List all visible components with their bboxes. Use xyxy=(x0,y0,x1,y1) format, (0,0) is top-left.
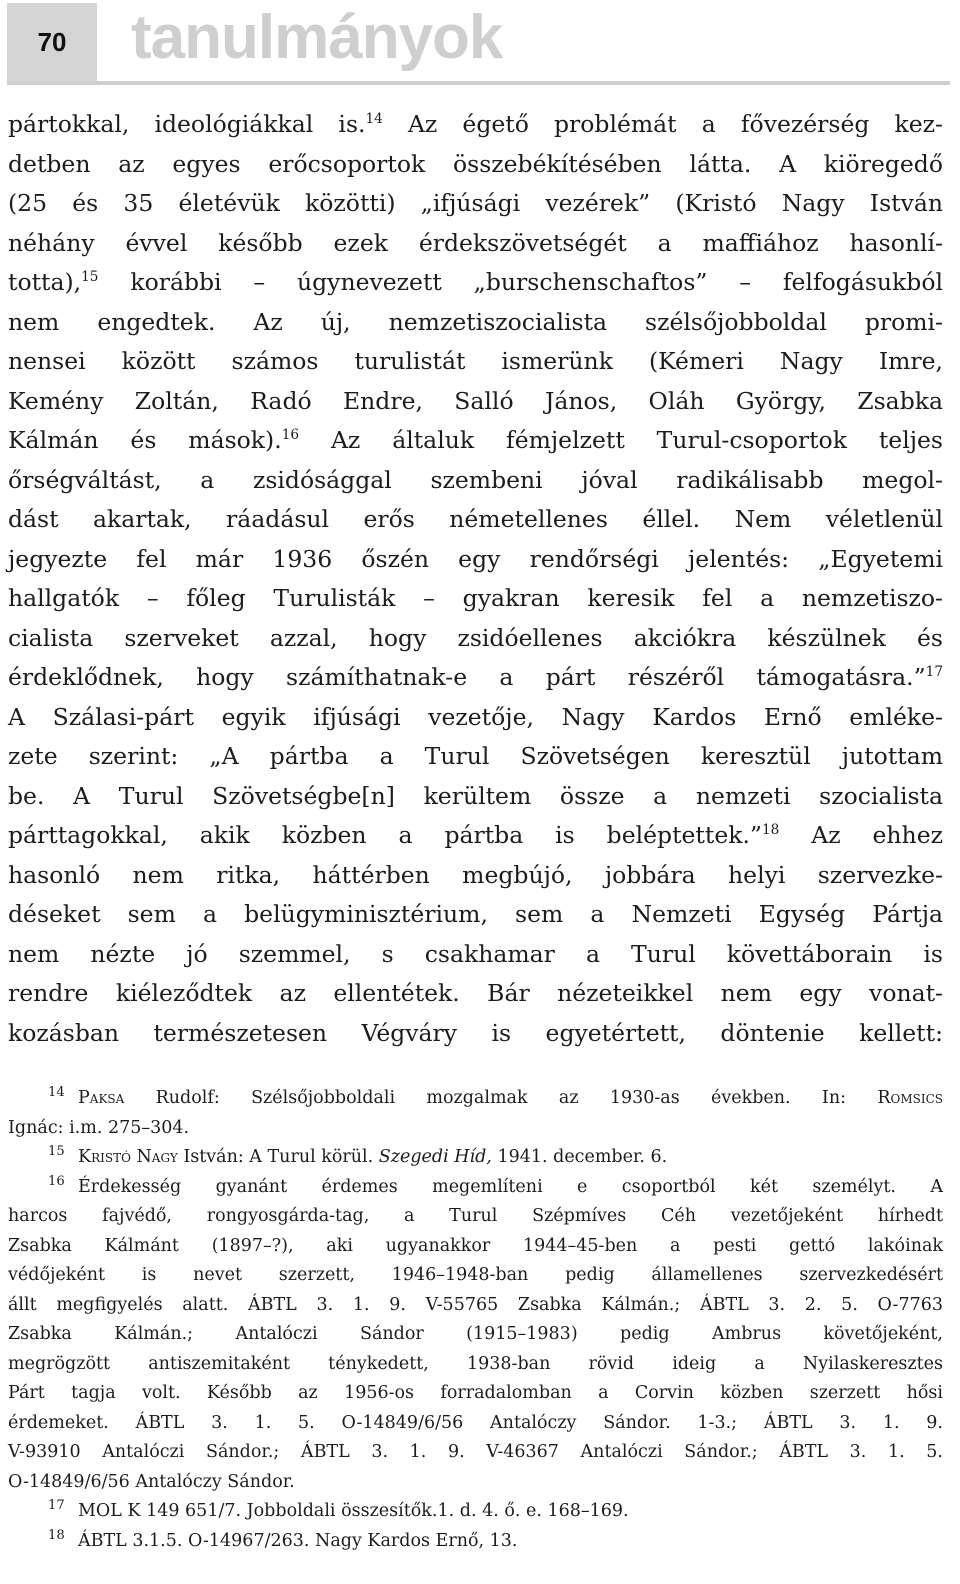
text-line: Kemény Zoltán, Radó Endre, Salló János, Oláh György, Zsabka xyxy=(8,386,943,415)
text-line: nensei között számos turulistát ismerünk (Kémeri Nagy Imre, xyxy=(8,347,943,375)
footnote-line: O-14849/6/56 Antalóczy Sándor. xyxy=(8,1471,295,1492)
footnote-ref: 18 xyxy=(761,822,780,839)
text-line: nem engedtek. Az új, nemzetiszocialista szélsőjobboldal promi- xyxy=(8,307,943,336)
footnote-line: Zsabka Kálmánt (1897–?), aki ugyanakkor 1944–45-ben a pesti gettó lakóinak xyxy=(8,1235,943,1256)
footnote-ref: 16 xyxy=(281,427,300,444)
text-line: nem nézte jó szemmel, s csakhamar a Turul követtáborain is xyxy=(8,939,943,968)
footnote-line: állt megfigyelés alatt. ÁBTL 3. 1. 9. V-55765 Zsabka Kálmán.; ÁBTL 3. 2. 5. O-7763 xyxy=(8,1294,943,1315)
footnote-18: 18 ÁBTL 3.1.5. O-14967/263. Nagy Kardos Ernő, 13. xyxy=(48,1527,518,1551)
header-divider xyxy=(7,81,950,85)
footnote-line: Zsabka Kálmán.; Antalóczi Sándor (1915–1983) pedig Ambrus követőjeként, xyxy=(8,1324,943,1344)
footnote-line: V-93910 Antalóczi Sándor.; ÁBTL 3. 1. 9. V-46367 Antalóczi Sándor.; ÁBTL 3. 1. 5. xyxy=(8,1442,943,1462)
footnote-ref: 17 xyxy=(925,664,943,681)
footnote-line: megrögzött antiszemitaként ténykedett, 1938-ban rövid ideig a Nyilaskeresztes xyxy=(8,1353,943,1374)
text-line: cialista szerveket azzal, hogy zsidóellenes akciókra készülnek és xyxy=(8,623,943,652)
text-line: őrségváltást, a zsidósággal szembeni jóval radikálisabb megol- xyxy=(8,465,943,494)
footnote-line: harcos fajvédő, rongyosgárda-tag, a Turul Szépmíves Céh vezetőjeként hírhedt xyxy=(8,1206,943,1226)
text-line: (25 és 35 életévük közötti) „ifjúsági vezérek” (Kristó Nagy István xyxy=(8,189,943,217)
text-line: dást akartak, ráadásul erős németellenes éllel. Nem véletlenül xyxy=(8,505,943,533)
footnotes xyxy=(8,1084,943,1556)
footnote-line: védőjeként is nevet szerzett, 1946–1948-ban pedig államellenes szervezkedésért xyxy=(8,1265,943,1285)
text-line: detben az egyes erőcsoportok összebékítésében látta. A kiöregedő xyxy=(8,149,943,178)
footnote-line: Párt tagja volt. Később az 1956-os forradalomban a Corvin közben szerzett hősi xyxy=(8,1383,943,1403)
text-line: Kálmán és mások).$^{16}$ Az általuk fémjelzett Turul-csoportok teljes xyxy=(8,426,943,454)
text-line: érdeklődnek, hogy számíthatnak-e a párt részéről támogatásra.”$^{17}$ xyxy=(8,663,943,691)
footnote-ref: 15 xyxy=(81,269,99,286)
section-title: tanulmányok xyxy=(131,3,503,72)
text-line: totta),$^{15}$ korábbi – úgynevezett „burschenschaftos” – felfogásukból xyxy=(8,268,943,296)
body-paragraph xyxy=(8,105,943,1053)
text-line: be. A Turul Szövetségbe[n] kerültem össze a nemzeti szocialista xyxy=(8,781,943,810)
text-line: déseket sem a belügyminisztérium, sem a Nemzeti Egység Pártja xyxy=(8,900,943,928)
text-line: jegyezte fel már 1936 őszén egy rendőrségi jelentés: „Egyetemi xyxy=(8,544,943,573)
text-line: párttagokkal, akik közben a pártba is beléptettek.”$^{18}$ Az ehhez xyxy=(8,821,943,849)
footnote-15: 15 Kristó Nagy István: A Turul körül. Szegedi Híd, 1941. december. 6. xyxy=(48,1144,668,1167)
page-header xyxy=(0,0,960,84)
text-line: néhány évvel később ezek érdekszövetségét a maffiához hasonlí- xyxy=(8,228,943,257)
footnote-14: 14 Paksa Rudolf: Szélsőjobboldali mozgalmak az 1930-as években. In: Romsics xyxy=(48,1085,943,1108)
footnote-line: érdemeket. ÁBTL 3. 1. 5. O-14849/6/56 Antalóczy Sándor. 1-3.; ÁBTL 3. 1. 9. xyxy=(8,1412,943,1433)
footnote-ref: 14 xyxy=(365,111,383,128)
text-line: pártokkal, ideológiákkal is.$^{14}$ Az égető problémát a fővezérség kez- xyxy=(8,110,943,138)
text-line: rendre kiéleződtek az ellentétek. Bár nézeteikkel nem egy vonat- xyxy=(8,979,943,1007)
footnote-14-cont: Ignác: i.m. 275–304. xyxy=(8,1117,190,1138)
text-line: A Szálasi-párt egyik ifjúsági vezetője, Nagy Kardos Ernő emléke- xyxy=(8,702,943,731)
footnote-17: 17 MOL K 149 651/7. Jobboldali összesítők.1. d. 4. ő. e. 168–169. xyxy=(48,1498,629,1521)
text-line: kozásban természetesen Végváry is egyetértett, döntenie kellett: xyxy=(8,1018,943,1047)
page-number: 70 xyxy=(7,3,97,81)
text-line: hallgatók – főleg Turulisták – gyakran keresik fel a nemzetiszo- xyxy=(8,584,943,612)
text-line: zete szerint: „A pártba a Turul Szövetségen keresztül jutottam xyxy=(8,742,943,770)
footnote-16: 16 Érdekesség gyanánt érdemes megemlíteni e csoportból két személyt. A xyxy=(48,1173,943,1197)
text-line: hasonló nem ritka, háttérben megbújó, jobbára helyi szervezke- xyxy=(8,860,943,889)
